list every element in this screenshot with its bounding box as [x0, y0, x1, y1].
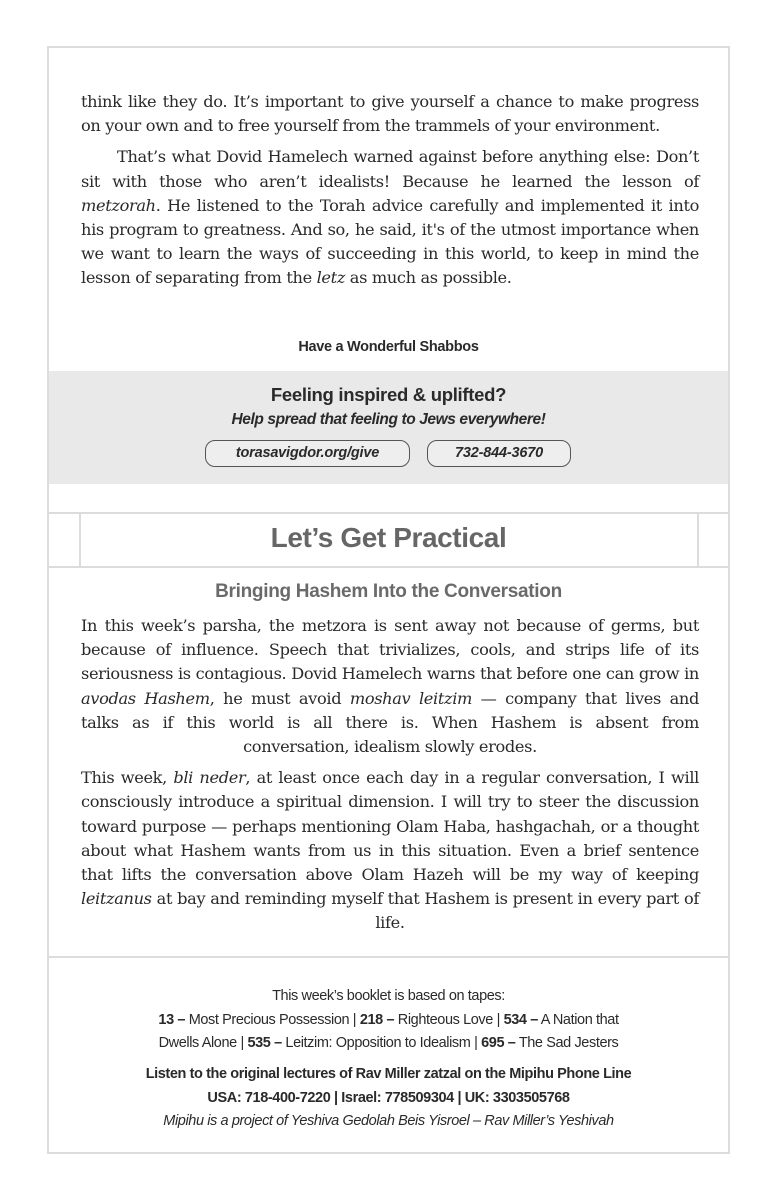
- separator: |: [474, 1035, 478, 1051]
- intro-paragraph-1: think like they do. It’s important to give yourself a chance to make progress on your own and to free yourself from the trammels of your environment.: [81, 92, 699, 136]
- text-run: That’s what Dovid Hamelech warned against before anything else: Don’t sit with those who aren’t idealists! Because he learned the lesson of: [81, 147, 699, 191]
- text-run: In this week’s parsha, the metzora is sent away not because of germs, but because of influence. Speech that trivializes, cools, and strips life of its seriousness is contagious. Dovid Hamelech warns that before one can grow in: [81, 616, 699, 684]
- tape-number: 218: [359, 1011, 383, 1028]
- tape-title: Leitzim: Opposition to Idealism: [285, 1035, 471, 1051]
- donate-phone-link[interactable]: 732-844-3670: [427, 440, 571, 467]
- tape-dash: –: [274, 1035, 282, 1051]
- tapes-intro: This week’s booklet is based on tapes:: [272, 988, 505, 1004]
- tape-title: Righteous Love: [397, 1011, 493, 1028]
- practical-text: [81, 614, 699, 936]
- separator: |: [240, 1035, 244, 1051]
- italic-term: bli neder: [173, 768, 246, 788]
- practical-paragraph-1: [81, 614, 699, 759]
- phone-line: USA: 718-400-7220 | Israel: 778509304 | UK: 3303505768: [207, 1089, 570, 1106]
- tape-dash: –: [386, 1011, 395, 1028]
- section-subtitle: Bringing Hashem Into the Conversation: [215, 581, 562, 602]
- text-run: This week,: [81, 768, 174, 788]
- italic-term: avodas Hashem: [81, 688, 210, 708]
- italic-term: moshav leitzim: [349, 688, 473, 708]
- intro-paragraph-2: [81, 145, 699, 290]
- italic-term: letz: [316, 268, 345, 288]
- donate-band: [49, 371, 728, 484]
- tape-title: Most Precious Possession: [188, 1011, 350, 1028]
- tape-title: A Nation that: [540, 1011, 619, 1028]
- text-run: . He listened to the Torah advice carefully and implemented it into his program to greatness. And so, he said, it's of the utmost importance when we want to learn the ways of succeeding in this world, to keep in mind the lesson of separating from the: [81, 195, 699, 288]
- text-run: — company that lives and talks as if this world is all there is. When Hashem is absent from conversation, idealism slowly erodes.: [81, 688, 699, 757]
- tapes-line-2: [49, 1032, 728, 1056]
- separator: |: [352, 1011, 357, 1028]
- tape-number: 535: [247, 1035, 271, 1051]
- tape-title: Dwells Alone: [158, 1035, 237, 1051]
- divider-line: [49, 566, 728, 568]
- tape-number: 13: [158, 1011, 174, 1028]
- italic-term: metzorah: [81, 195, 156, 215]
- italic-term: leitzanus: [81, 889, 152, 909]
- closing-greeting: Have a Wonderful Shabbos: [298, 339, 479, 355]
- tapes-line-1: [49, 1009, 728, 1033]
- tape-dash: –: [177, 1011, 186, 1028]
- practical-paragraph-2: [81, 766, 699, 935]
- intro-text: [81, 90, 699, 291]
- text-run: , he must avoid: [209, 688, 350, 708]
- separator: |: [496, 1011, 500, 1028]
- tape-dash: –: [507, 1035, 516, 1051]
- tape-number: 534: [503, 1011, 527, 1028]
- text-run: at bay and reminding myself that Hashem is present in every part of life.: [151, 889, 699, 933]
- divider-line: [49, 512, 728, 514]
- text-run: , at least once each day in a regular conversation, I will consciously introduce a spiritual dimension. I will try to steer the discussion toward purpose — perhaps mentioning Olam Haba, hashgachah, or a thought about what Hashem wants from us in this situation. Even a brief sentence that lifts the conversation above Olam Hazeh will be my way of keeping: [81, 768, 699, 885]
- text-run: as much as possible.: [345, 268, 512, 288]
- tape-dash: –: [530, 1011, 538, 1028]
- listen-line: Listen to the original lectures of Rav Miller zatzal on the Mipihu Phone Line: [145, 1066, 632, 1082]
- donate-subtitle: Help spread that feeling to Jews everywhere!: [231, 411, 546, 428]
- divider-line: [49, 956, 728, 958]
- tapes-credits: [49, 985, 728, 1056]
- project-line: Mipihu is a project of Yeshiva Gedolah Beis Yisroel – Rav Miller’s Yeshivah: [163, 1113, 614, 1129]
- tape-title: The Sad Jesters: [518, 1035, 619, 1051]
- mipihu-info: [49, 1063, 728, 1134]
- donate-website-link[interactable]: torasavigdor.org/give: [205, 440, 410, 467]
- section-title: Let’s Get Practical: [270, 522, 507, 553]
- tape-number: 695: [481, 1035, 505, 1051]
- donate-title: Feeling inspired & uplifted?: [270, 384, 507, 405]
- page-frame: [47, 46, 730, 1154]
